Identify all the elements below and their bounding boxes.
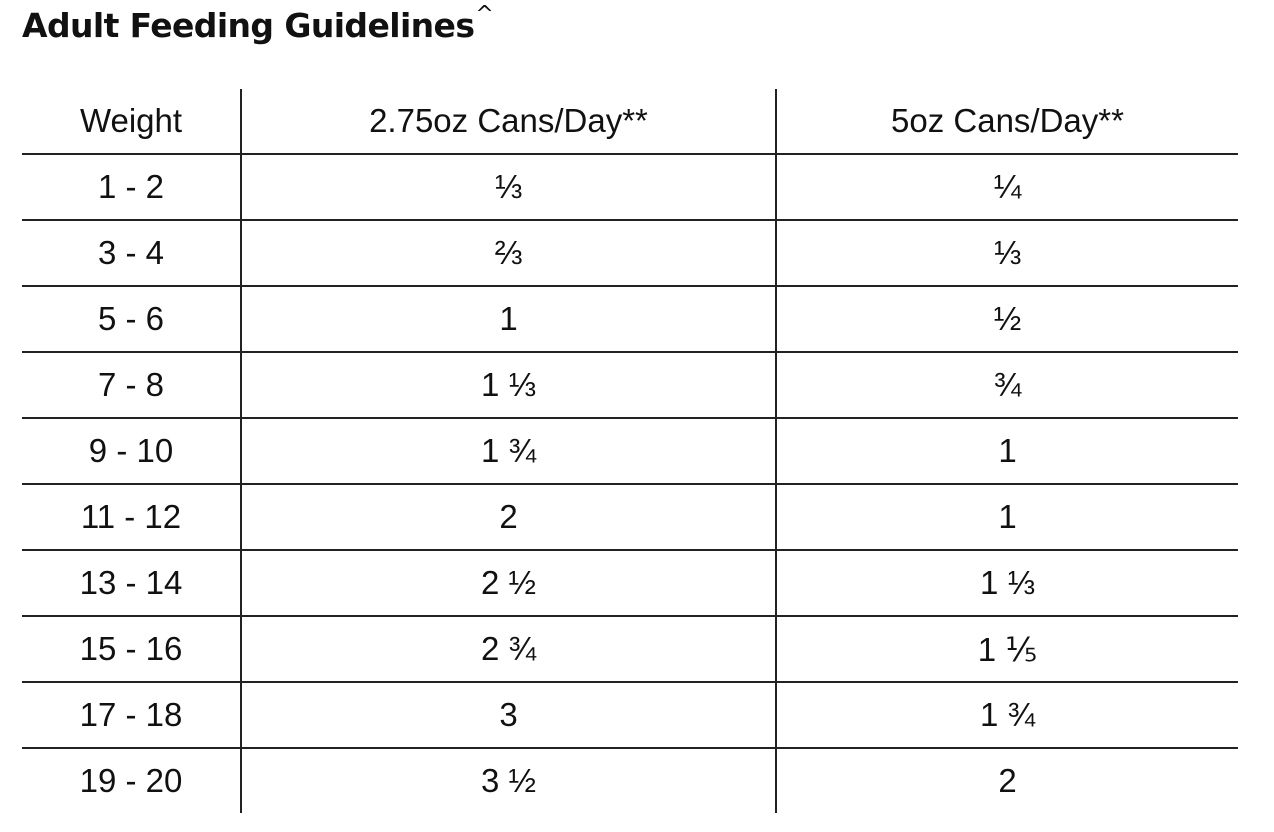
small-can-cell: 3 [241,682,776,748]
large-can-cell: ¼ [776,154,1238,220]
small-can-cell: 1 [241,286,776,352]
weight-cell: 19 - 20 [79,762,183,799]
small-can-cell: 2 ½ [241,550,776,616]
page-title-text: Adult Feeding Guidelines [22,6,475,45]
feeding-guidelines-table [22,89,1238,813]
table-row [22,154,1238,220]
weight-cell: 13 - 14 [22,550,241,616]
weight-cell: 9 - 10 [22,418,241,484]
weight-cell: 11 - 12 [22,484,241,550]
large-can-cell: 1 ⅕ [776,616,1238,682]
large-can-cell: 1 ¾ [776,682,1238,748]
large-can-cell: ⅓ [776,220,1238,286]
table-row [22,550,1238,616]
table-row [22,484,1238,550]
small-can-cell: 3 ½ [241,748,776,813]
table-row [22,748,1238,813]
small-can-cell: ⅓ [241,154,776,220]
weight-cell: 3 - 4 [22,220,241,286]
table-header-row [22,89,1238,154]
small-can-cell: 1 ¾ [241,418,776,484]
large-can-cell: 1 ⅓ [776,550,1238,616]
weight-column-header: Weight [22,89,241,154]
weight-cell: 15 - 16 [22,616,241,682]
large-can-cell: 1 [776,418,1238,484]
small-can-cell: 1 ⅓ [241,352,776,418]
weight-cell: 7 - 8 [22,352,241,418]
table-row [22,682,1238,748]
title-footnote-marker: ^ [475,2,494,27]
table-row [22,220,1238,286]
large-can-cell: ½ [776,286,1238,352]
weight-cell: 5 - 6 [22,286,241,352]
large-can-column-header: 5oz Cans/Day** [776,89,1238,154]
table-row [22,616,1238,682]
table-row [22,352,1238,418]
table-row [22,418,1238,484]
large-can-cell: 2 [776,748,1238,813]
page-title [22,2,494,45]
large-can-cell: 1 [776,484,1238,550]
small-can-column-header: 2.75oz Cans/Day** [241,89,776,154]
small-can-cell: 2 [241,484,776,550]
large-can-cell: ¾ [776,352,1238,418]
weight-cell: 1 - 2 [22,154,241,220]
small-can-cell: ⅔ [241,220,776,286]
table-row [22,286,1238,352]
small-can-cell: 2 ¾ [241,616,776,682]
weight-cell: 17 - 18 [22,682,241,748]
